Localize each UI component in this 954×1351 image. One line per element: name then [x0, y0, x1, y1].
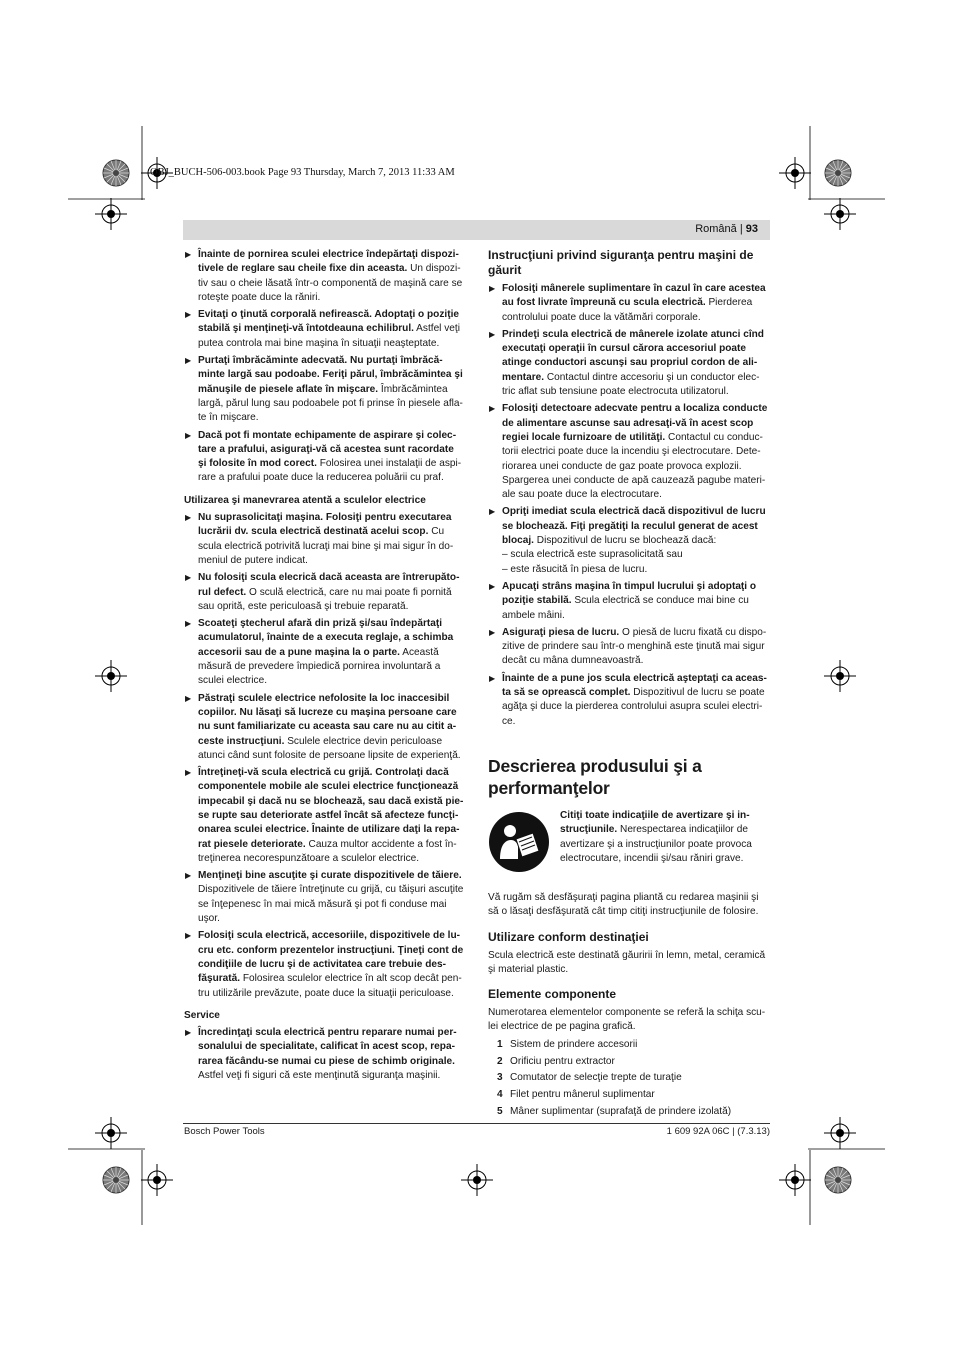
color-wheel-icon — [103, 160, 129, 186]
heading-intended-use: Utilizare conform destinaţiei — [488, 929, 649, 944]
safety-item-text: Îmbrăcămintea largă, părul lung sau podoabele pot fi prinse în piesele aflate în mişcare. — [198, 383, 463, 424]
component-number: 4 — [497, 1089, 503, 1101]
bullet-triangle-icon: ▶ — [489, 507, 496, 517]
safety-item-bold: Evitaţi o ţinută corporală nefirească. Adoptaţi o poziţie stabilă şi menţineţi-vă întotdeauna echilibrul. — [198, 309, 459, 335]
safety-item — [488, 328, 769, 399]
component-label: Filet pentru mânerul suplimentar — [510, 1089, 655, 1101]
component-label: Sistem de prindere accesorii — [510, 1038, 638, 1050]
bullet-triangle-icon: ▶ — [489, 284, 496, 293]
safety-item-bold: Înainte de a pune jos scula electrică aşteptaţi ca aceasta să se oprească complet. — [502, 672, 767, 699]
bullet-triangle-icon: ▶ — [185, 768, 192, 778]
registration-target-icon — [824, 198, 856, 230]
color-wheel-icon — [825, 1167, 851, 1193]
safety-item — [488, 402, 769, 502]
print-slug: OBJ_BUCH-506-003.book Page 93 Thursday, March 7, 2013 11:33 AM — [150, 167, 455, 178]
bullet-triangle-icon: ▶ — [185, 513, 192, 523]
registration-target-icon — [461, 1164, 493, 1196]
page-header-bar — [183, 220, 770, 240]
registration-target-icon — [95, 660, 127, 692]
safety-item-bold: Menţineţi bine ascuţite şi curate dispozitivele de tăiere. — [198, 870, 462, 882]
safety-item — [184, 571, 465, 614]
color-wheel-icon — [825, 160, 851, 186]
safety-item-text: Astfel veţi fi siguri că este menţinută siguranţa maşinii. — [198, 1070, 441, 1082]
safety-item-text: Dispozitivele de tăiere întreţinute cu grijă, cu tăişuri ascuţite se înţepenesc în mai mică măsură şi pot fi conduse mai uşor. — [198, 884, 464, 925]
safety-item-text: Un dispozitiv sau o cheie lăsată într-o componentă de maşină care se roteşte poate duce la răniri. — [198, 263, 463, 303]
safety-item — [184, 429, 465, 486]
safety-item-bold: Prindeţi scula electrică de mânerele izolate atunci cînd executaţi operaţii în cursul cărora accesoriul poate atinge conductori ascunşi sau propriul cordon de alimentare. — [502, 328, 764, 383]
intended-use-text: Scula electrică este destinată găuririi în lemn, metal, ceramică şi material plastic. — [488, 949, 766, 975]
safety-item — [488, 282, 769, 325]
page-number: 93 — [745, 223, 758, 235]
safety-item — [184, 1026, 465, 1083]
warning-body: Nerespectarea indicaţiilor de avertizare şi a instrucţiunilor poate provoca electrocutare, incendii şi/sau răniri grave. — [560, 824, 752, 864]
safety-item-bold: Folosiţi mânerele suplimentare în cazul în care acestea au fost livrate împreună cu scula electrică. — [502, 283, 766, 309]
safety-item-text: Dispozitivul de lucru se blochează dacă: — [533, 535, 717, 547]
safety-item-text: Folosirea unei instalaţii de aspirare a prafului poate duce la reducerea poluării cu praf. — [198, 458, 462, 484]
safety-item-bold: Nu suprasolicitaţi maşina. Folosiţi pentru executarea lucrării dv. scula electrică destinată acelui scop. — [198, 512, 452, 538]
safety-item — [184, 929, 465, 1000]
safety-item-text: Cu scula electrică potrivită lucraţi mai bine şi mai sigur în domeniul de putere indicat. — [198, 526, 454, 566]
footer-brand: Bosch Power Tools — [184, 1126, 265, 1137]
dash-item: – este răsucită în piesa de lucru. — [502, 563, 648, 575]
page-header-text — [695, 223, 758, 235]
safety-list-general — [184, 248, 465, 486]
registration-target-icon — [95, 1117, 127, 1149]
bullet-triangle-icon: ▶ — [185, 356, 192, 366]
registration-target-icon — [95, 198, 127, 230]
safety-item-text: O sculă electrică, care nu mai poate fi pornită sau oprită, este periculoasă şi trebuie reparată. — [198, 586, 452, 612]
warning-bold: Citiţi toate indicaţiile de avertizare şi instrucţiunile. — [560, 809, 750, 836]
registration-target-icon — [824, 660, 856, 692]
color-wheel-icon — [103, 1167, 129, 1193]
bullet-triangle-icon: ▶ — [185, 871, 192, 881]
header-language: Română — [695, 223, 737, 235]
registration-target-icon — [779, 1164, 811, 1196]
safety-item-bold: Întreţineţi-vă scula electrică cu grijă. Controlaţi dacă componentele mobile ale sculei electrice funcţionează impecabil şi dacă nu se blochează, sau dacă există piese rupte sau deteriorate astfel încât să afecteze funcţionarea sculei electrice. Înainte de utilizare daţi la reparat piesele deteriorate. — [198, 767, 464, 850]
safety-item — [184, 766, 465, 866]
warning-block — [488, 809, 769, 881]
safety-item-text: Cauza multor accidente a fost întreţinerea necorespunzătoare a sculelor electrice. — [198, 838, 457, 864]
safety-item-bold: Asiguraţi piesa de lucru. — [502, 626, 620, 638]
unfold-instruction: Vă rugăm să desfăşuraţi pagina pliantă cu redarea maşinii şi să o lăsaţi desfăşurată cât timp citiţi instrucţiunile de folosire. — [488, 891, 759, 918]
bullet-triangle-icon: ▶ — [185, 310, 192, 320]
bullet-triangle-icon: ▶ — [489, 673, 496, 683]
safety-item-text: Această măsură de prevedere împiedică pornirea involuntară a sculei electrice. — [198, 646, 441, 687]
footer-docnum: 1 609 92A 06C | (7.3.13) — [666, 1126, 770, 1137]
safety-item-bold: Purtaţi îmbrăcăminte adecvată. Nu purtaţi îmbrăcăminte largă sau podoabe. Feriţi părul, îmbrăcămintea şi mănuşile de piesele aflate în mişcare. — [198, 355, 463, 395]
subheading-use-handling: Utilizarea şi manevrarea atentă a sculelor electrice — [184, 494, 426, 506]
safety-item — [488, 580, 769, 623]
section-title-product-description: Descrierea produsului şi a performanţelor — [488, 755, 702, 798]
component-item — [488, 1105, 769, 1119]
component-item — [488, 1071, 769, 1085]
component-item — [488, 1038, 769, 1052]
safety-item — [488, 626, 769, 669]
bullet-triangle-icon: ▶ — [489, 581, 496, 591]
safety-item-bold: Păstraţi sculele electrice nefolosite la loc inaccesibil copiilor. Nu lăsaţi să lucreze cu maşina persoane care nu sunt familiarizate cu aceasta sau care nu au citit aceste instrucţiuni. — [198, 692, 457, 747]
safety-item — [488, 505, 769, 576]
safety-item — [184, 354, 465, 425]
safety-item-text: Dispozitivul de lucru se poate agăţa şi duce la pierderea controlului asupra sculei electrice. — [502, 687, 765, 727]
safety-item — [184, 617, 465, 688]
safety-list-use — [184, 511, 465, 1001]
safety-item-bold: Dacă pot fi montate echipamente de aspirare şi colectare a prafului, asiguraţi-vă că acestea sunt racordate şi folosite în mod corect. — [198, 429, 457, 470]
safety-item-bold: Înainte de pornirea sculei electrice îndepărtaţi dispozitivele de reglare sau cheile fixe din aceasta. — [198, 249, 459, 275]
bullet-triangle-icon: ▶ — [489, 329, 496, 339]
safety-item-text: Contactul cu conductorii electrici poate duce la incendiu şi electrocutare. Deteriorarea unei conducte de gaz poate provoca explozii. Spargerea unei conducte de apă cauzează pagube materiale sau poate duce la electrocutare. — [502, 431, 766, 501]
safety-item-bold: Folosiţi detectoare adecvate pentru a localiza conducte de alimentare ascunse sau adresaţi-vă în acest scop regiei locale furnizoare de utilităţi. — [502, 403, 768, 443]
component-number: 5 — [497, 1106, 503, 1118]
safety-item-text: O piesă de lucru fixată cu dispozitive de prindere sau într-o menghină este ţinută mai sigur decât cu mâna dumneavoastră. — [502, 626, 767, 667]
bullet-triangle-icon: ▶ — [185, 573, 192, 583]
left-column — [184, 248, 465, 1086]
safety-item — [184, 248, 465, 305]
safety-item — [184, 511, 465, 568]
component-label: Mâner suplimentar (suprafaţă de prindere izolată) — [510, 1106, 732, 1118]
bullet-triangle-icon: ▶ — [185, 1028, 192, 1038]
read-manual-icon — [488, 811, 550, 873]
safety-item-bold: Folosiţi scula electrică, accesoriile, dispozitivele de lucru etc. conform prezentelor instrucţiuni. Ţineţi cont de condiţiile de lucru şi de activitatea care trebuie desfăşurată. — [198, 930, 464, 985]
components-intro: Numerotarea elementelor componente se referă la schiţa sculei electrice de pe pagina grafică. — [488, 1007, 766, 1033]
footer-rule — [183, 1123, 770, 1124]
safety-item-bold: Încredinţaţi scula electrică pentru reparare numai personalului de specialitate, calificat în acest scop, repararea făcându-se numai cu piese de schimb originale. — [198, 1027, 457, 1067]
component-number: 3 — [497, 1072, 503, 1084]
safety-item — [488, 672, 769, 729]
registration-target-icon — [824, 1117, 856, 1149]
safety-item-text: Astfel veţi putea controla mai bine maşina în situaţii neaşteptate. — [198, 323, 460, 349]
safety-list-drills — [488, 282, 769, 729]
bullet-triangle-icon: ▶ — [185, 619, 192, 629]
warning-text — [560, 809, 768, 866]
heading-components: Elemente componente — [488, 987, 617, 1002]
safety-list-service — [184, 1026, 465, 1083]
components-list — [488, 1038, 769, 1120]
safety-item — [184, 692, 465, 763]
component-label: Orificiu pentru extractor — [510, 1055, 615, 1067]
bullet-triangle-icon: ▶ — [489, 627, 496, 637]
subheading-service: Service — [184, 1009, 220, 1021]
heading-drill-safety: Instrucţiuni privind siguranţa pentru maşini de găurit — [488, 248, 754, 277]
component-label: Comutator de selecţie trepte de turaţie — [510, 1072, 682, 1084]
component-number: 2 — [497, 1055, 503, 1067]
bullet-triangle-icon: ▶ — [185, 931, 192, 941]
safety-item-bold: Opriţi imediat scula electrică dacă dispozitivul de lucru se blochează. Fiţi pregătiţi la reculul generat de acest blocaj. — [502, 506, 766, 547]
bullet-triangle-icon: ▶ — [185, 430, 192, 440]
safety-item-bold: Nu folosiţi scula elecrică dacă aceasta are întrerupătorul defect. — [198, 572, 460, 598]
safety-item — [184, 869, 465, 926]
bullet-triangle-icon: ▶ — [185, 250, 192, 259]
component-item — [488, 1055, 769, 1069]
header-separator: | — [736, 223, 746, 235]
safety-item-text: Folosirea sculelor electrice în alt scop decât pentru utilizările prevăzute, poate duce la situaţii periculoase. — [198, 973, 462, 999]
right-column — [488, 248, 769, 1122]
safety-item — [184, 308, 465, 351]
safety-item-text: Contactul dintre accesoriu şi un conductor electric aflat sub tensiune poate electrocuta utilizatorul. — [502, 371, 760, 398]
safety-item-bold: Apucaţi strâns maşina în timpul lucrului şi adoptaţi o poziţie stabilă. — [502, 580, 757, 607]
safety-item-text: Pierderea controlului poate duce la vătămări corporale. — [502, 297, 753, 323]
safety-item-text: Scula electrică se conduce mai bine cu ambele mâini. — [502, 595, 749, 621]
bullet-triangle-icon: ▶ — [185, 693, 192, 703]
component-number: 1 — [497, 1038, 503, 1050]
bullet-triangle-icon: ▶ — [489, 404, 496, 414]
registration-target-icon — [779, 157, 811, 189]
registration-target-icon — [141, 1164, 173, 1196]
safety-item-bold: Scoateţi ştecherul afară din priză şi/sau îndepărtaţi acumulatorul, înainte de a executa reglaje, a schimba accesorii sau de a pune maşina la o parte. — [198, 618, 454, 658]
component-item — [488, 1088, 769, 1102]
safety-item-text: Sculele electrice devin periculoase atunci când sunt folosite de persoane lipsite de experienţă. — [198, 735, 461, 761]
dash-item: – scula electrică este suprasolicitată sau — [502, 549, 683, 561]
